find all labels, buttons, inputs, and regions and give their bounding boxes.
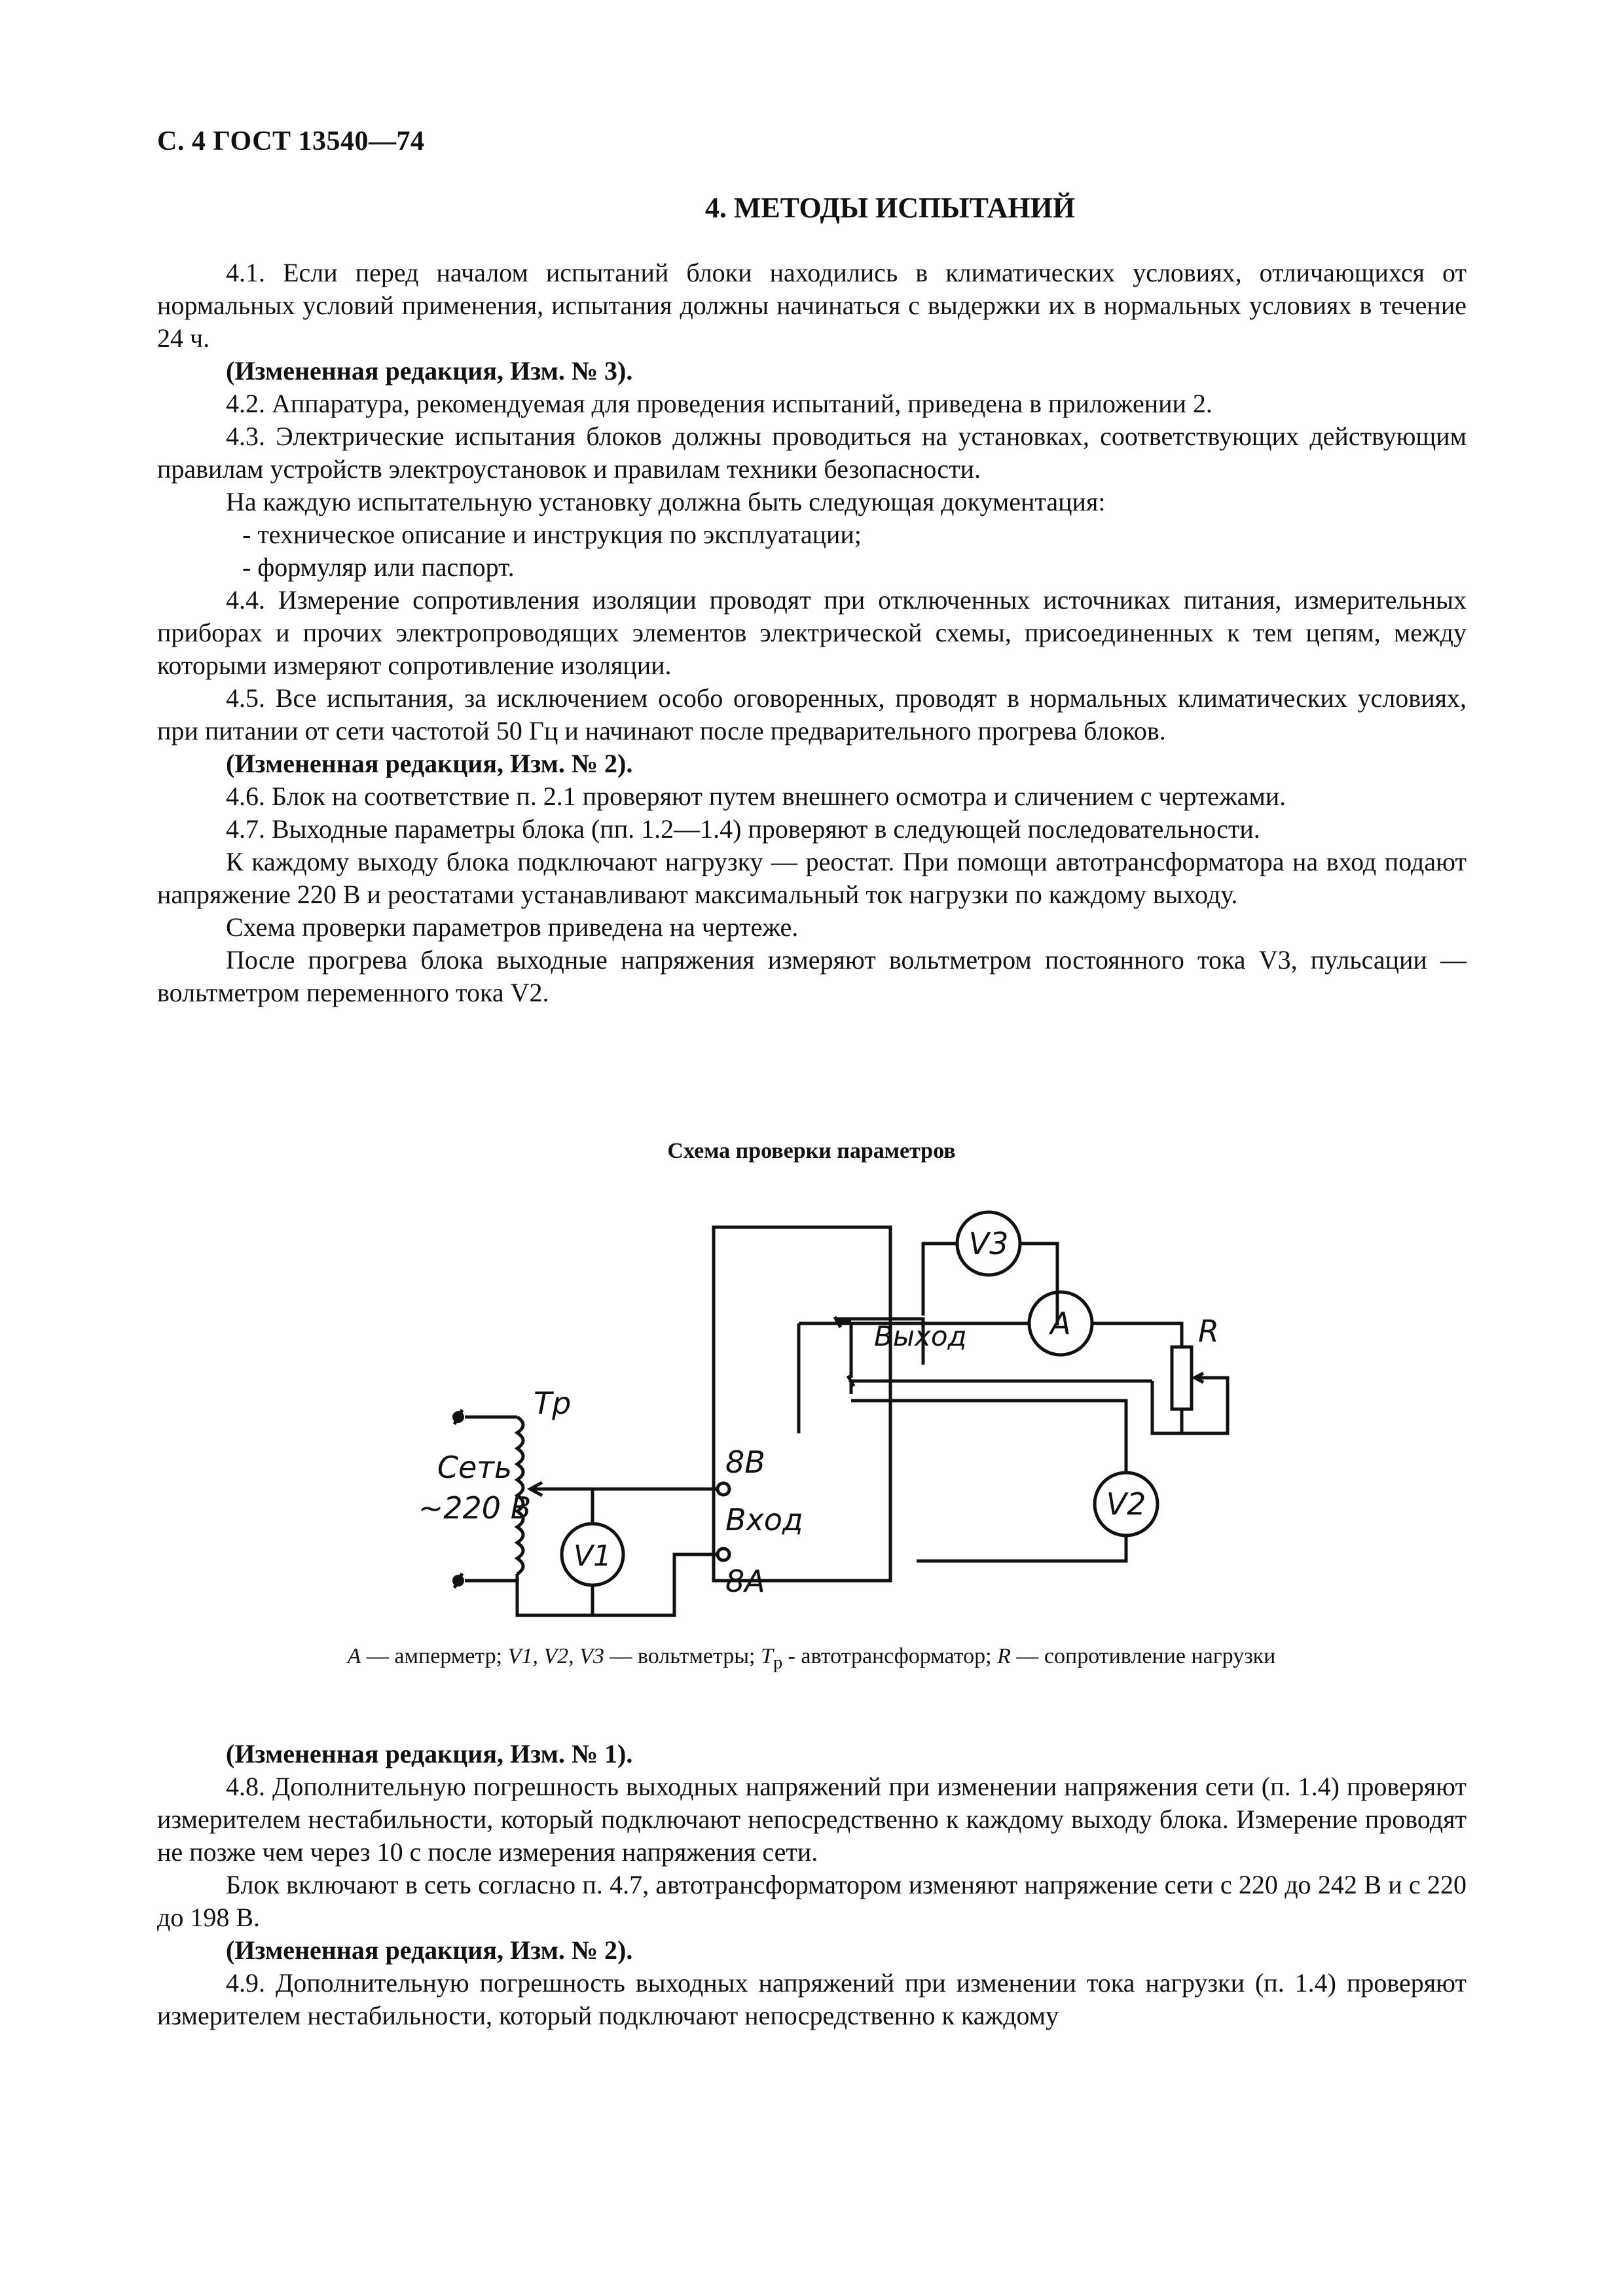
text-block-top — [157, 257, 1467, 1009]
text-block-bottom — [157, 1738, 1467, 2032]
caption-symbol: R — [997, 1644, 1011, 1668]
list-item: - формуляр или паспорт. — [242, 552, 515, 582]
figure-title: Схема проверки параметров — [667, 1139, 956, 1163]
caption-symbol: A — [347, 1644, 361, 1668]
revision-note: (Измененная редакция, Изм. № 1). — [226, 1739, 633, 1768]
caption-text: — сопротивление нагрузки — [1010, 1644, 1276, 1668]
paragraph-4-9: 4.9. Дополнительную погрешность выходных напряжений при изменении тока нагрузки (п. 1.4) проверяют измерителем нестабильности, который подключают непосредственно к каждому — [157, 1968, 1467, 2030]
wire — [1182, 1378, 1228, 1433]
voltage-label: ~220 В — [418, 1490, 532, 1526]
caption-symbol: V1, V2, V3 — [507, 1644, 604, 1668]
wire — [923, 1244, 956, 1316]
wire — [799, 1322, 1123, 1618]
terminal-8v-label: 8В — [725, 1444, 765, 1480]
revision-note: (Измененная редакция, Изм. № 3). — [226, 356, 633, 386]
terminal-8v — [718, 1483, 729, 1495]
net-label: Сеть — [437, 1450, 513, 1485]
resistor-r — [1172, 1347, 1192, 1409]
v3-label: V3 — [968, 1226, 1009, 1261]
wire — [1152, 1381, 1182, 1433]
caption-text: - автотрансформатор; — [782, 1644, 998, 1668]
v1-label: V1 — [573, 1539, 612, 1573]
input-label: Вход — [725, 1502, 803, 1537]
paragraph-4-1: 4.1. Если перед началом испытаний блоки находились в климатических условиях, отличающихся от нормальных условий применения, испытания должны начинаться с выдержки их в нормальных условиях в течение 24 ч. — [157, 258, 1467, 353]
section-title: 4. МЕТОДЫ ИСПЫТАНИЙ — [704, 192, 1076, 224]
revision-note: (Измененная редакция, Изм. № 2). — [226, 749, 633, 778]
output-label: Выход — [874, 1320, 967, 1352]
caption-subscript: р — [773, 1652, 783, 1673]
wire — [917, 1355, 923, 1561]
caption-text: — вольтметры; — [604, 1644, 761, 1668]
paragraph-4-6: 4.6. Блок на соответствие п. 2.1 проверяют путем внешнего осмотра и сличением с чертежами. — [226, 781, 1286, 811]
v2-label: V2 — [1106, 1486, 1146, 1522]
wire — [917, 1535, 1126, 1561]
terminal-8a-label: 8А — [725, 1564, 765, 1599]
paragraph-4-4: 4.4. Измерение сопротивления изоляции проводят при отключенных источниках питания, измерительных приборах и прочих электропроводящих элементов электрической схемы, присоединенных к тем цепям, между которыми измеряют сопротивление изоляции. — [157, 585, 1467, 680]
paragraph-4-2: 4.2. Аппаратура, рекомендуемая для проведения испытаний, приведена в приложении 2. — [226, 389, 1213, 418]
paragraph-4-3: 4.3. Электрические испытания блоков должны проводиться на установках, соответствующих действующим правилам устройств электроустановок и правилам техники безопасности. — [157, 422, 1467, 484]
terminal-8a — [718, 1549, 729, 1560]
caption-text: — амперметр; — [361, 1644, 508, 1668]
figure-caption — [0, 1644, 1623, 1674]
a-label: A — [1050, 1306, 1071, 1341]
paragraph-network: Блок включают в сеть согласно п. 4.7, автотрансформатором изменяют напряжение сети с 220 до 242 В и с 220 до 198 В. — [157, 1870, 1467, 1932]
r-label: R — [1198, 1314, 1219, 1349]
paragraph-load: К каждому выходу блока подключают нагрузку — реостат. При помощи автотрансформатора на вход подают напряжение 220 В и реостатами устанавливают максимальный ток нагрузки по каждому выходу. — [157, 847, 1467, 909]
paragraph-measurement: После прогрева блока выходные напряжения измеряют вольтметром постоянного тока V3, пульсации — вольтметром переменного тока V2. — [157, 945, 1467, 1007]
paragraph-4-8: 4.8. Дополнительную погрешность выходных напряжений при изменении напряжения сети (п. 1.4) проверяют измерителем нестабильности, который подключают непосредственно к каждому выходу блока. Измерение проводят не позже чем через 10 с после измерения напряжения сети. — [157, 1772, 1467, 1867]
paragraph-4-7: 4.7. Выходные параметры блока (пп. 1.2—1.4) проверяют в следующей последовательности. — [226, 814, 1260, 844]
paragraph-scheme-ref: Схема проверки параметров приведена на чертеже. — [226, 912, 799, 942]
wire — [890, 1535, 1126, 1558]
caption-symbol: Т — [761, 1644, 773, 1668]
wire — [851, 1401, 1126, 1473]
list-item: - техническое описание и инструкция по эксплуатации; — [242, 520, 862, 549]
paragraph-4-5: 4.5. Все испытания, за исключением особо оговоренных, проводят в нормальных климатических условиях, при питании от сети частотой 50 Гц и начинают после предварительного прогрева блоков. — [157, 683, 1467, 745]
wire — [1092, 1323, 1182, 1347]
tr-label: Тр — [534, 1386, 572, 1421]
test-circuit-diagram — [367, 1191, 1283, 1636]
revision-note: (Измененная редакция, Изм. № 2). — [226, 1935, 633, 1965]
paragraph-documentation: На каждую испытательную установку должна быть следующая документация: — [226, 487, 1106, 516]
page-header: С. 4 ГОСТ 13540—74 — [157, 126, 425, 156]
